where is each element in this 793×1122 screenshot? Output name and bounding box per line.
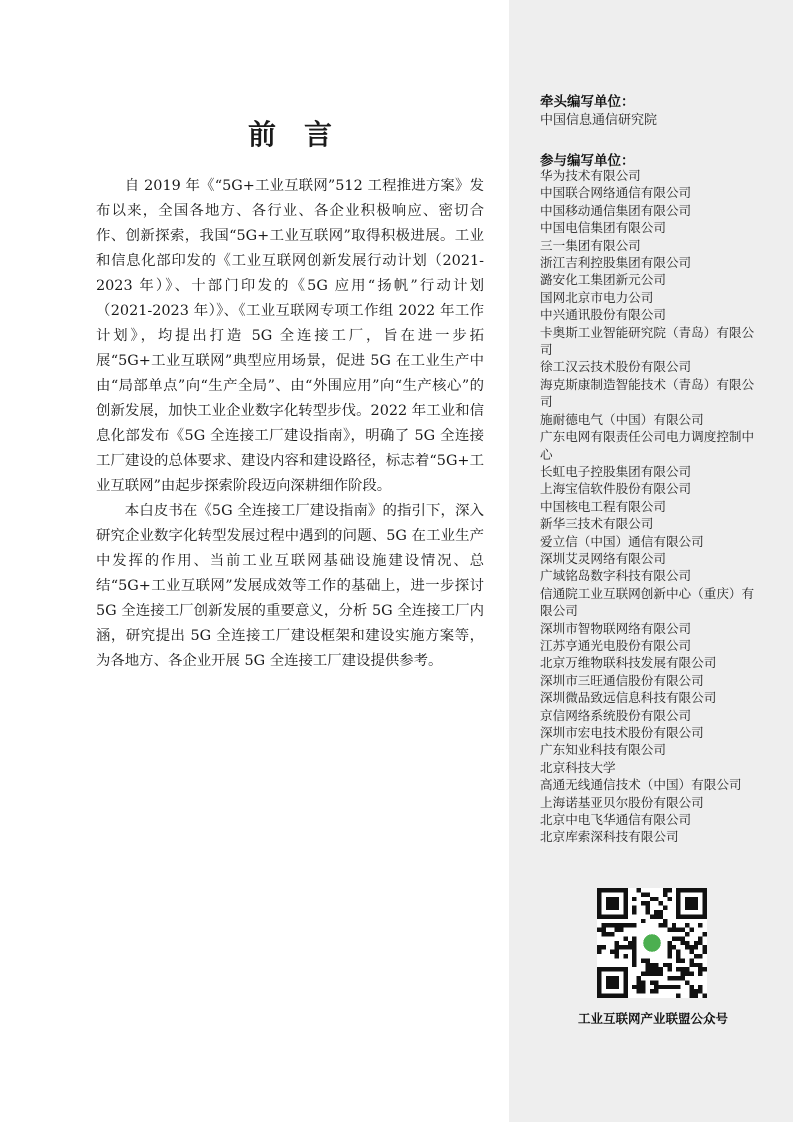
participant-unit: 深圳微品致远信息科技有限公司 (540, 690, 717, 706)
participant-unit: 中兴通讯股份有限公司 (540, 307, 666, 323)
participant-unit: 深圳市三旺通信股份有限公司 (540, 672, 704, 688)
participant-unit: 信通院工业互联网创新中心（重庆）有限公司 (540, 585, 755, 619)
participant-unit: 深圳市智物联网络有限公司 (540, 620, 692, 636)
participant-unit: 上海宝信软件股份有限公司 (540, 481, 692, 497)
participant-units-heading: 参与编写单位： (540, 153, 635, 169)
participant-unit: 三一集团有限公司 (540, 237, 641, 253)
participant-unit: 潞安化工集团新元公司 (540, 272, 666, 288)
participant-unit: 深圳艾灵网络有限公司 (540, 550, 666, 566)
participant-unit: 深圳市宏电技术股份有限公司 (540, 725, 704, 740)
participant-units-list (540, 167, 765, 846)
participant-unit: 中国核电工程有限公司 (540, 498, 666, 514)
lead-unit-name: 中国信息通信研究院 (540, 113, 658, 128)
preface-paragraph-2: 本白皮书在《5G 全连接工厂建设指南》的指引下，深入研究企业数字化转型发展过程中遇到的问题、5G 在工业生产中发挥的作用、当前工业互联网基础设施建设情况、总结“5G+工业互联网”发展成效等工作的基础上，进一步探讨 5G 全连接工厂创新发展的重要意义，分析 5G 全连接工厂内涵，研究提出 5G 全连接工厂建设框架和建设实施方案等，为各地方、各企业开展 5G 全连接工厂建设提供参考。 (96, 503, 484, 669)
qr-caption: 工业互联网产业联盟公众号 (577, 1011, 728, 1026)
participant-unit: 浙江吉利控股集团有限公司 (540, 255, 692, 271)
qr-code (597, 888, 707, 998)
participant-unit: 广域铭岛数字科技有限公司 (540, 568, 692, 584)
participant-unit: 广东电网有限责任公司电力调度控制中心 (540, 429, 755, 462)
participant-unit: 上海诺基亚贝尔股份有限公司 (540, 794, 704, 810)
participant-unit: 江苏亨通光电股份有限公司 (540, 637, 692, 653)
participant-unit: 卡奥斯工业智能研究院（青岛）有限公司 (540, 324, 755, 358)
participant-unit: 北京中电飞华通信有限公司 (540, 812, 692, 828)
participant-unit: 爱立信（中国）通信有限公司 (540, 533, 704, 549)
participant-unit: 中国电信集团有限公司 (540, 220, 666, 236)
participant-unit: 京信网络系统股份有限公司 (540, 707, 692, 723)
participant-unit: 海克斯康制造智能技术（青岛）有限公司 (540, 376, 755, 410)
preface-body (96, 174, 484, 674)
participant-unit: 长虹电子控股集团有限公司 (540, 463, 692, 479)
participant-unit: 高通无线通信技术（中国）有限公司 (540, 777, 742, 793)
participant-unit: 北京万维物联科技发展有限公司 (540, 655, 717, 671)
authors-sidebar (509, 0, 793, 1122)
lead-unit-heading: 牵头编写单位： (540, 94, 635, 110)
participant-unit: 国网北京市电力公司 (540, 289, 654, 305)
participant-unit: 北京库索深科技有限公司 (540, 829, 679, 845)
participant-unit: 新华三技术有限公司 (540, 516, 654, 532)
participant-unit: 中国移动通信集团有限公司 (540, 202, 692, 218)
preface-paragraph-1: 自 2019 年《“5G+工业互联网”512 工程推进方案》发布以来，全国各地方、各行业、各企业积极响应、密切合作、创新探索，我国“5G+工业互联网”取得积极进展。工业和信息化部印发的《工业互联网创新发展行动计划（2021-2023 年）》、十部门印发的《5G 应用“扬帆”行动计划（2021-2023 年）》、《工业互联网专项工作组 2022 年工作计划》，均提出打造 5G 全连接工厂，旨在进一步拓展“5G+工业互联网”典型应用场景，促进 5G 在工业生产中由“局部单点”向“生产全局”、由“外围应用”向“生产核心”的创新发展，加快工业企业数字化转型步伐。2022 年工业和信息化部发布《5G 全连接工厂建设指南》，明确了 5G 全连接工厂建设的总体要求、建设内容和建设路径，标志着“5G+工业互联网”由起步探索阶段迈向深耕细作阶段。 (96, 178, 484, 494)
participant-unit: 华为技术有限公司 (540, 168, 641, 183)
participant-unit: 施耐德电气（中国）有限公司 (540, 411, 704, 427)
participant-unit: 广东知业科技有限公司 (540, 742, 666, 758)
participant-unit: 中国联合网络通信有限公司 (540, 185, 692, 201)
page-title: 前 言 (247, 118, 332, 151)
participant-unit: 徐工汉云技术股份有限公司 (540, 359, 692, 375)
participant-unit: 北京科技大学 (540, 759, 616, 775)
